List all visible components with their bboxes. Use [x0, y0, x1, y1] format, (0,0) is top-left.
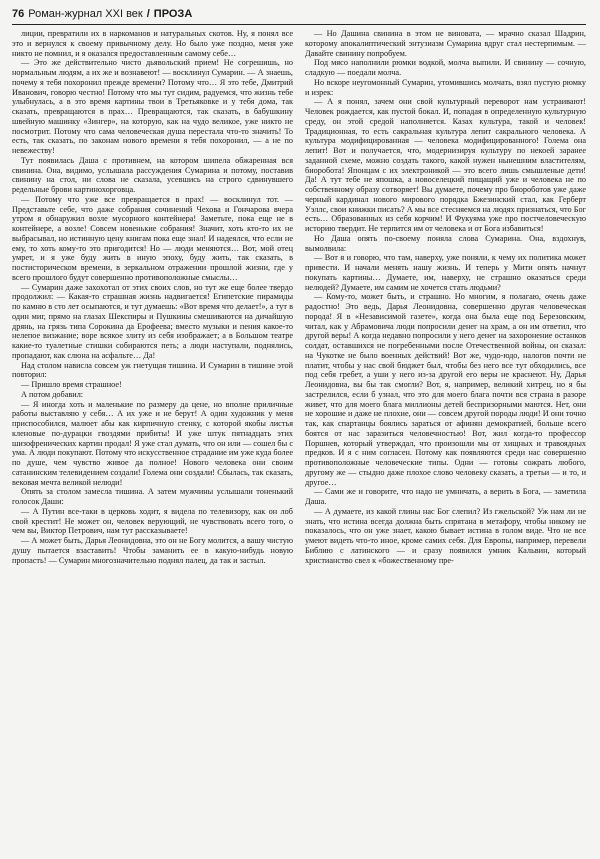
- paragraph: Но Даша опять по-своему поняла слова Сумарина. Она, вздохнув, вымолвила:: [305, 233, 586, 253]
- section-name: ПРОЗА: [153, 8, 193, 20]
- paragraph: Тут появилась Даша с противнем, на котором шипела обжаренная вся свинина. Она, видимо, услышала рассуждения Сумарина и потому, поставив свинину на стол, ни слова не сказала, усевшись на строго сдвинувшего редельные брови картинохорговца.: [12, 155, 293, 194]
- header-separator: /: [146, 8, 150, 20]
- paragraph: Опять за столом замесла тишина. А затем мужчины услышали тоненький голосок Даши:: [12, 487, 293, 506]
- paragraph: — Сами же и говорите, что надо не умничать, а верить в Бога, — заметила Даша.: [305, 487, 586, 506]
- page-number: 76: [12, 8, 25, 20]
- paragraph: — Сумарин даже захохотал от этих своих слов, но тут же еще более твердо продолжил: — Какая-то страшная жизнь надвигается! Египетские пирамиды по камню в сто лет осыпаются, и тут думаешь: «Вот время что делает!», а тут в один миг, прямо на глазах Шекспиры и Пушкины смешиваются на дичайшую дрянь, на грязь типа Сорокина да Ерофеева; вместо музыки и пения какое-то нелепое визжание; воре всякое злиту из себя изображает; а в Большом театре какие-то туалетные стишки собираются петь; а люди наступали, поднялись, пропадают, как слюна на асфальте… Да!: [12, 282, 293, 360]
- paragraph: — Но Дашина свинина в этом не виновата, — мрачно сказал Шадрин, которому апокалиптический энтузиазм Сумарина вдруг стал нестерпимым. — Давайте свинину попробуем.: [305, 29, 586, 58]
- running-header: [12, 6, 586, 25]
- paragraph: — Кому-то, может быть, и страшно. Но многим, я полагаю, очень даже радостно! Это ведь, Дарья Леонидовна, совершенно другая человеческая порода! Я в «Независимой газете», когда она была еще под Березовским, читал, как у Абрамовича люди попросили денег на храм, а он им ответил, что другой веры! А когда недавно попросили у него денег на захоронение останков солдат, оставшихся не погребенными после Отечественной войны, он сказал: на Чукотке не было военных действий! Вот же, чудо-юдо, налогов почти не платит, чтобы у нас свой бюджет был, чтобы без него все тут обходились, все под себя гребет, а уши у него из-за другой его веры не краснеют. Ну, Дарья Леонидовна, вы бы так смогли? Вот, я, например, великий хитрец, но я бы застрелился, если б узнал, что это для моего блага почти вся страна в разоре живет, что для моего блага миллионы детей беспризорными маются. Нет, они не хорошие и даже не плохие, они — совсем другой породы люди! И они точно так, как спартанцы боялись зараться от афинян демократией, больше всего боятся от нас заразиться человечностью! Вот, жил когда-то профессор Поршнев, который утверждал, что произошли мы от хищных и травоядных предков. И я с ним согласен. Потому как появляются среди нас совершенно противоположные человеческие типы. Одни — готовы сожрать любого, другому же — стыдно даже плохое слово человеку сказать, а третьи — и то, и другое…: [305, 292, 586, 487]
- paragraph: — Это же действительно чисто дьявольский прием! Не согрешишь, но нормальным людям, а их же и вознавеют! — восклинул Сумарин. — А знаешь, почему я тебя похоронил прежде времени? Потому что… Я это тебе, Дмитрий Иванович, говорю честно! Потому что мы тут сидим, радуемся, что жизнь тебе улыбнулась, а в это время картины твои в Третьяковке и у тебя дома, так сказать, превращаются в прах… Превращаются, так сказать, в бабушкину швейную машинку «Зингер», на которую, как на чудо великое, уже никто не посмотрит. Потому что сама человеческая душа перестала что-то значить! То есть, так сказать, по законам нового времени я тебя похоронил, — а не по невежеству!: [12, 58, 293, 155]
- paragraph: — А думаете, из какой глины нас Бог слепил? Из гжельской? Уж нам ли не знать, что истина всегда должна быть спрятана в метафору, чтобы никому не показалось, что он уже знает, какою бывает истина в голом виде. Что не все умеют видеть что-то иное, кроме самих себя. Для Европы, например, перевели Библию с латинского — и сразу появился умник Кальвин, который христианство свел к «божественному пре-: [305, 506, 586, 565]
- journal-name: Роман-журнал XXI век: [28, 8, 143, 20]
- paragraph: — Пришло время страшное!: [21, 380, 122, 389]
- paragraph: — А Путин все-таки в церковь ходит, я видела по телевизору, как он лоб свой крестит! Не может он, человек верующий, не чувствовать всего того, о чем вы, Виктор Петрович, нам тут рассказываете!: [12, 506, 293, 536]
- right-column: [305, 29, 586, 857]
- paragraph: Но вскоре неугомонный Сумарин, утомившись молчать, взял пустую рюмку и изрек:: [305, 77, 586, 97]
- paragraph: — А я понял, зачем они свой культурный переворот нам устраивают! Человек рождается, как пустой бокал. И, попадая в определенную культурную среду, он этой средой наполняется. Казах культура, такой и человек! Традиционная, то есть сакральная культура лепит сакрального человека. А культура модифицированная — человека модифицированного! Голема она лепит! Вот и получается, что, модернизируя культуру по некоей заранее заданной схеме, можно создать такого, какой нужен нынешним властителям, биоробота! Японцам с их электроникой — это всего лишь смышленые дети! Да! А тут тебе не япошка, а новоселецкий пищащий уже и человека не по собственному образу сотворяет! Вы думаете, почему про биороботов уже даже черный кардинал нового мирового порядка Бжезинский стал, как Герберт Уэллс, свои книжки писать? А мы все стесняемся на людях признаться, что Бог есть… Образованных из себя корчим! И Фукуяма уже про постчеловеческую историю твердит. Не терпится им от человека и от Бога избавиться!: [305, 97, 586, 233]
- paragraph: Под мясо наполнили рюмки водкой, молча выпили. И свинину — сочную, сладкую — поедали молча.: [305, 58, 586, 77]
- paragraph: лиции, превратили их в наркоманов и натуральных скотов. Ну, я понял все это и вернулся к своему привычному делу. Но было уже поздно, меня уже никто не помнил, и я оказался предоставленным самому себе…: [12, 29, 293, 58]
- paragraph: — А может быть, Дарья Леонидовна, это он не Богу молится, а вашу чистую душу пытается взаставить! Чтобы заманить ее в какую-нибудь новую пропасть! — Сумарин многозначительно поднял палец, да так и застыл.: [12, 536, 293, 565]
- paragraph: — Вот я и говорю, что там, наверху, уже поняли, к чему их политика может привести. И начали менять нашу жизнь. И теперь у Мити опять начнут покупать картины… Думаете, им, наверху, не страшно оказаться среди нелюдей? Думаете, им самим не хочется стать людьми?: [305, 253, 586, 292]
- paragraph: А потом добавил:: [21, 389, 84, 399]
- paragraph: — Я иногда хоть и маленькие по размеру да цене, но вполне приличные работы выставляю у себя… А их уже и не берут! А один художник у меня приспособился, малюет абы как кирпичную стенку, с которой якобы листья кленовые по-дурацки гвоздями прибиты! И уже штук пятнадцать этих шизофренических картин продал! Я уже стал думать, что он или — сошел бы с ума. А люди покупают. Потому что искусственное страдание им уже куда более по душе, чем чувство живое да полное! Нового человека они своим сатанинским телевидением создали! Голема они создали! Сбылась, так сказать, вековая мечта великой нелюди!: [12, 399, 293, 487]
- paragraph: Над столом нависла совсем уж гнетущая тишина. И Сумарин в тишине этой повторил:: [12, 360, 293, 380]
- paragraph: — Потому что уже все превращается в прах! — восклинул тот. — Представьте себе, что даже собрания сочинений Чехова и Гончарова вчера утром я обнаружил возле мусорного контейнера! Заметьте, пока еще не в контейнере, а возле! Совсем новенькие собрания! Значит, хоть кто-то их не выбрасывал, но истинную цену книгам пока еще знал! И надеялся, что если не ему, то хоть кому-то это пригодится! Но — люди меняются… Вот, мой отец умрет, и я уже буду жить в иную эпоху, буду жить, так сказать, в постисторическом времени, в зеркальном отражении прошлой жизни, где у всего прошлого будут совершенно противоположные смыслы…: [12, 194, 293, 282]
- left-column: [12, 29, 293, 857]
- text-columns: [12, 29, 586, 857]
